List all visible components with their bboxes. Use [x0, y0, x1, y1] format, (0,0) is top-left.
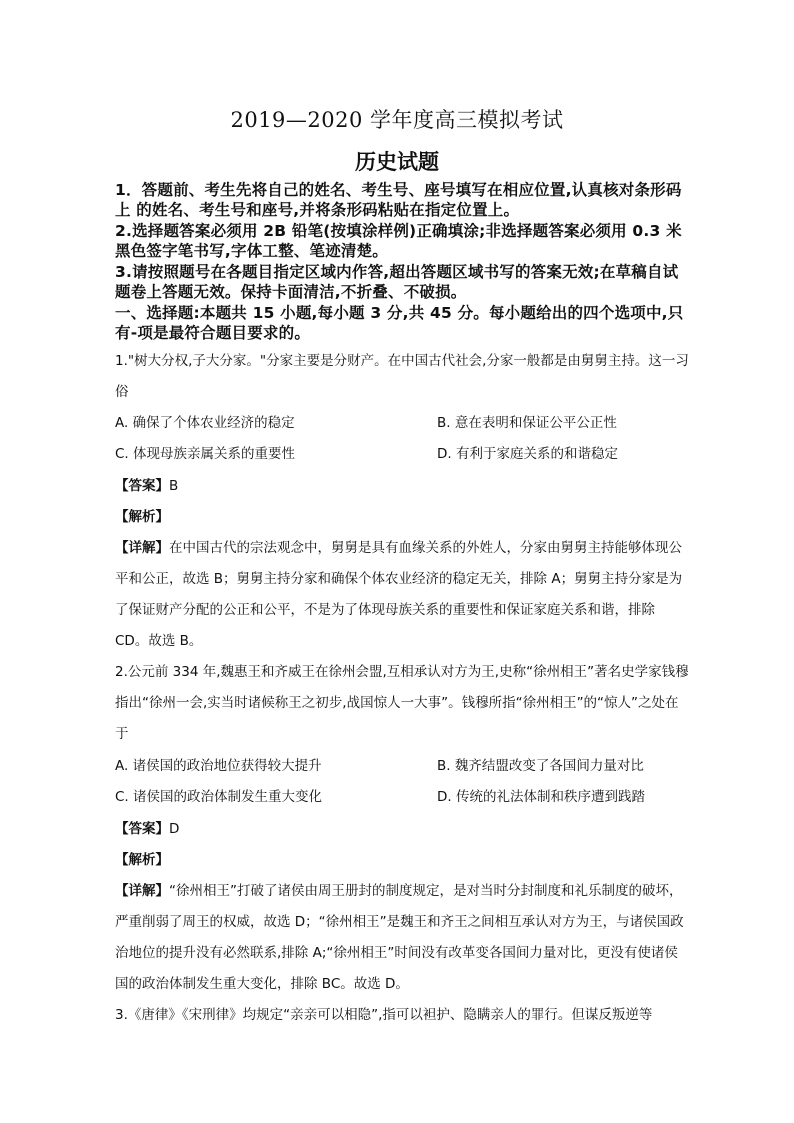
option-a: A. 确保了个体农业经济的稳定 [115, 415, 295, 431]
section-heading: 一、选择题:本题共 15 小题,每小题 3 分,共 45 分。每小题给出的四个选项中,只有-项是最符合题目要求的。 [115, 304, 684, 342]
question-2-detail [115, 876, 690, 1000]
question-2-stem: 2.公元前 334 年,魏惠王和齐威王在徐州会盟,互相承认对方为王,史称“徐州相王”著名史学家钱穆指出“徐州一会,实当时诸候称王之初步,战国惊人一大事”。钱穆所指“徐州相王”的“惊人”之处在于 [115, 664, 689, 742]
instruction-1: 1．答题前、考生先将自己的姓名、考生号、座号填写在相应位置,认真核对条形码上 的姓名、考生号和座号,并将条形码粘贴在指定位置上。 [115, 181, 682, 219]
question-1-detail [115, 533, 690, 657]
instruction-3: 3.请按照题号在各题目指定区域内作答,超出答题区域书写的答案无效;在草稿自试题卷上答题无效。保持卡面清洁,不折叠、不破损。 [115, 263, 679, 301]
question-1-answer [115, 471, 178, 502]
subject-title: 历史试题 [355, 149, 439, 174]
option-b: B. 魏齐结盟改变了各国间力量对比 [437, 758, 644, 774]
question-1-options [115, 408, 690, 470]
question-1-stem: 1."树大分权,子大分家。"分家主要是分财产。在中国古代社会,分家一般都是由舅舅主持。这一习俗 [115, 353, 689, 400]
question-2-options [115, 751, 690, 813]
detail-text: “徐州相王”打破了诸侯由周王册封的制度规定，是对当时分封制度和礼乐制度的破坏，严重削弱了周王的权威，故选 D；“徐州相王”是魏王和齐王之间相互承认对方为王，与诸侯国政治地位的提升没有必然联系,排除 A;“徐州相王”时间没有改革变各国间力量对比，更没有使诸侯国的政治体制发生重大变化，排除 BC。故选 D。 [115, 883, 684, 992]
detail-tag: 【详解】 [115, 540, 169, 556]
detail-tag: 【详解】 [115, 883, 169, 899]
option-a: A. 诸侯国的政治地位获得较大提升 [115, 758, 322, 774]
option-c: C. 体现母族亲属关系的重要性 [115, 446, 296, 462]
question-2-answer [115, 814, 179, 845]
option-d: D. 有利于家庭关系的和谐稳定 [437, 446, 618, 462]
option-c: C. 诸侯国的政治体制发生重大变化 [115, 789, 323, 805]
answer-tag: 【答案】 [115, 821, 169, 837]
question-3-stem: 3.《唐律》《宋刑律》均规定“亲亲可以相隐”,指可以袒护、隐瞒亲人的罪行。但谋反叛逆等 [115, 1007, 653, 1023]
option-b: B. 意在表明和保证公平公正性 [437, 415, 617, 431]
answer-value: B [169, 478, 179, 494]
question-2-analysis-heading [115, 845, 169, 876]
question-1-analysis-heading [115, 502, 169, 533]
answer-value: D [169, 821, 180, 837]
option-d: D. 传统的礼法体制和秩序遭到践踏 [437, 789, 645, 805]
instruction-2: 2.选择题答案必须用 2B 铅笔(按填涂样例)正确填涂;非选择题答案必须用 0.3 米黑色签字笔书写,字体工整、笔迹清楚。 [115, 222, 682, 260]
detail-text: 在中国古代的宗法观念中，舅舅是具有血缘关系的外姓人，分家由舅舅主持能够体现公平和公正，故选 B；舅舅主持分家和确保个体农业经济的稳定无关，排除 A；舅舅主持分家是为了保证财产分配的公正和公平，不是为了体现母族关系的重要性和保证家庭关系和谐，排除 CD。故选 B。 [115, 540, 683, 649]
instructions [115, 180, 690, 344]
exam-title: 2019—2020 学年度高三模拟考试 [230, 108, 564, 132]
analysis-tag: 【解析】 [115, 852, 169, 868]
answer-tag: 【答案】 [115, 478, 169, 494]
analysis-tag: 【解析】 [115, 509, 169, 525]
